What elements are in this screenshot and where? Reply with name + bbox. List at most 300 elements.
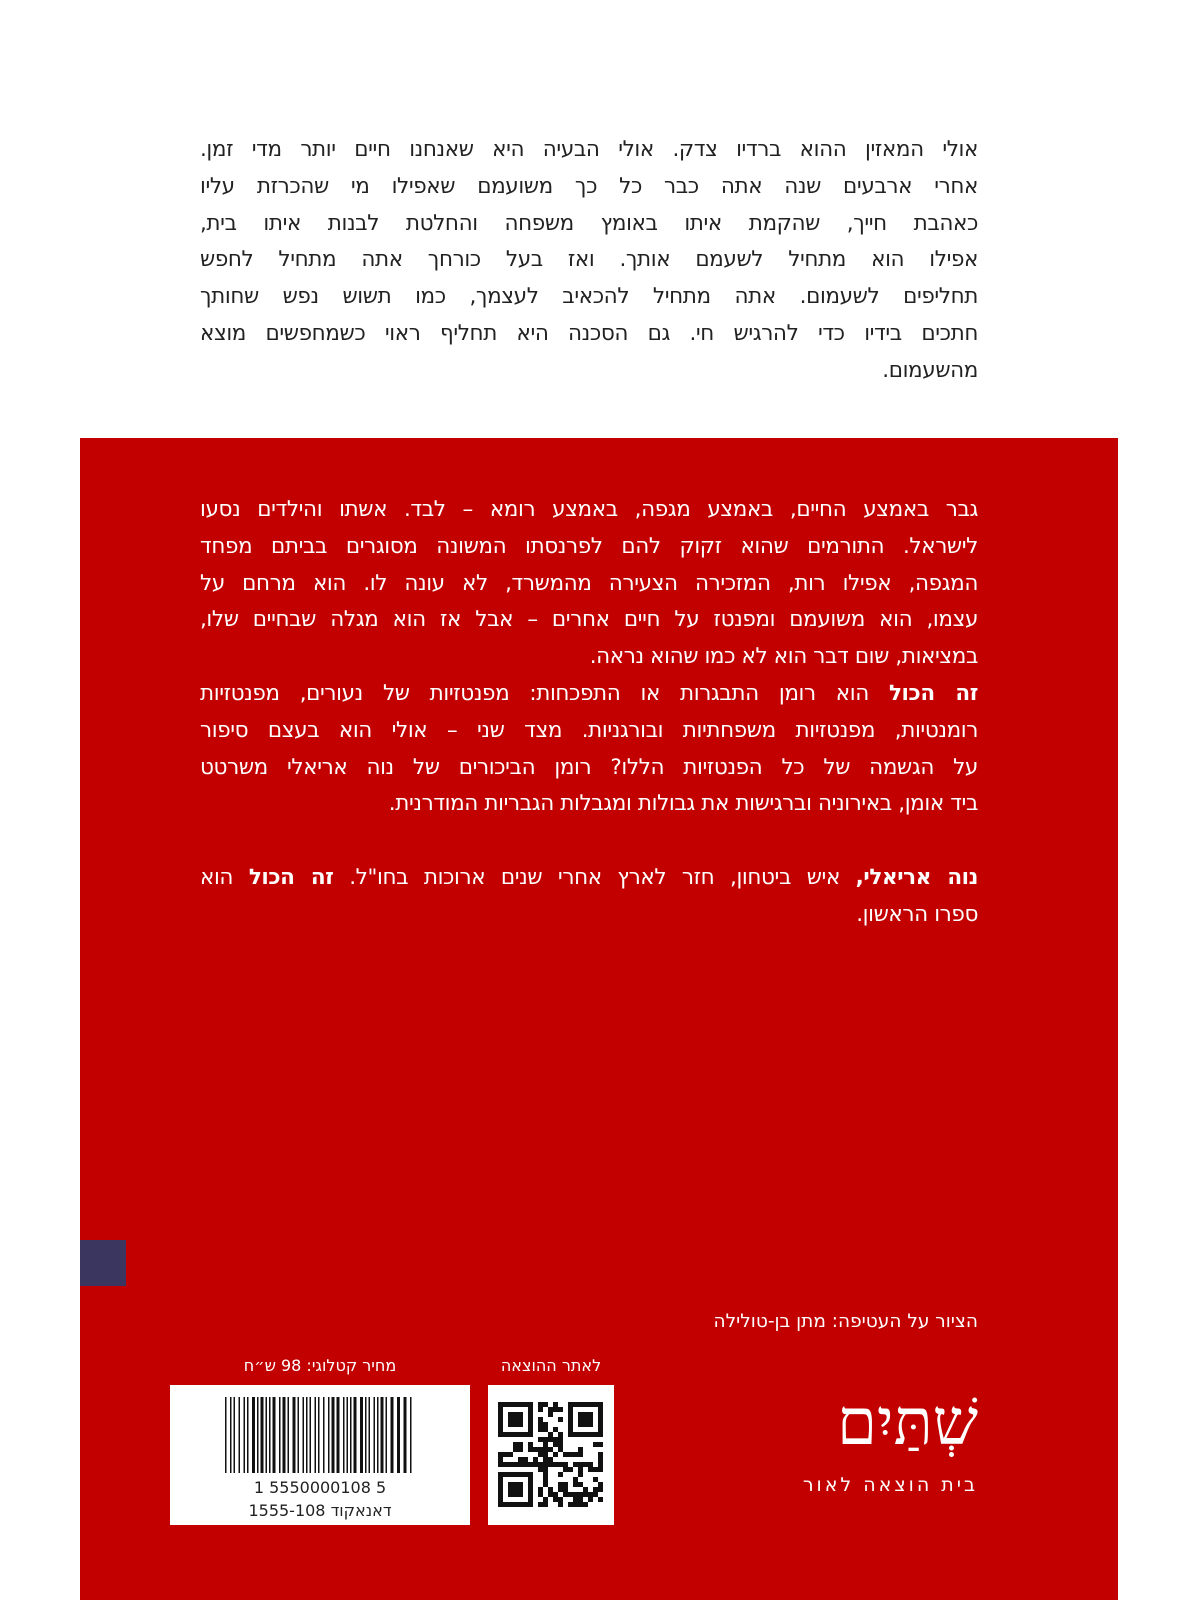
qr-module bbox=[593, 1442, 598, 1447]
qr-module bbox=[528, 1412, 533, 1417]
qr-module bbox=[598, 1417, 603, 1422]
qr-module bbox=[588, 1402, 593, 1407]
qr-module bbox=[508, 1492, 513, 1497]
qr-module bbox=[553, 1452, 558, 1457]
qr-module bbox=[513, 1482, 518, 1487]
qr-module bbox=[498, 1432, 503, 1437]
qr-module bbox=[548, 1432, 553, 1437]
qr-module bbox=[548, 1487, 553, 1492]
qr-module bbox=[543, 1422, 548, 1427]
barcode-bar bbox=[257, 1397, 259, 1473]
qr-module bbox=[558, 1482, 563, 1487]
qr-module bbox=[568, 1502, 573, 1507]
qr-module bbox=[583, 1402, 588, 1407]
barcode-bar bbox=[261, 1397, 264, 1473]
qr-module bbox=[588, 1417, 593, 1422]
qr-module bbox=[553, 1492, 558, 1497]
qr-module bbox=[568, 1467, 573, 1472]
qr-module bbox=[498, 1497, 503, 1502]
barcode-bar bbox=[354, 1397, 357, 1473]
text-line bbox=[200, 860, 978, 897]
qr-module bbox=[598, 1452, 603, 1457]
qr-module bbox=[578, 1452, 583, 1457]
qr-module bbox=[543, 1497, 548, 1502]
qr-module bbox=[543, 1457, 548, 1462]
qr-module bbox=[548, 1462, 553, 1467]
barcode-bar bbox=[283, 1397, 286, 1473]
qr-module bbox=[563, 1467, 568, 1472]
back-cover-intro-paragraph bbox=[200, 132, 978, 390]
barcode-bar bbox=[397, 1397, 400, 1473]
text-line: על הגשמה של כל הפנטזיות הללו? רומן הביכורים של נוה אריאלי משרטט bbox=[200, 754, 978, 780]
text-line: במציאות, שום דבר הוא לא כמו שהוא נראה. bbox=[589, 644, 978, 670]
barcode-bar bbox=[266, 1397, 268, 1473]
qr-module bbox=[573, 1462, 578, 1467]
qr-module bbox=[538, 1447, 543, 1452]
qr-module bbox=[508, 1487, 513, 1492]
text-line: ספרו הראשון. bbox=[856, 901, 978, 927]
barcode-label bbox=[170, 1385, 470, 1525]
qr-module bbox=[523, 1502, 528, 1507]
qr-module bbox=[528, 1482, 533, 1487]
blurb-paragraph-2 bbox=[200, 676, 978, 823]
qr-module bbox=[543, 1467, 548, 1472]
qr-module bbox=[598, 1462, 603, 1467]
text-line: אפילו הוא מתחיל לשעמם אותך. ואז בעל כורחך אתה מתחיל לחפש bbox=[200, 247, 978, 273]
qr-module bbox=[498, 1477, 503, 1482]
qr-module bbox=[523, 1462, 528, 1467]
qr-module bbox=[518, 1492, 523, 1497]
qr-module bbox=[548, 1447, 553, 1452]
qr-module bbox=[578, 1412, 583, 1417]
text-line: תחליפים לשעמום. אתה מתחיל להכאיב לעצמך, כמו תשוש נפש שחותך bbox=[200, 284, 978, 310]
qr-module bbox=[528, 1492, 533, 1497]
text-line: חתכים בידיו כדי להרגיש חי. גם הסכנה היא תחליף ראוי כשמחפשים מוצא bbox=[200, 320, 978, 346]
qr-module bbox=[498, 1417, 503, 1422]
qr-module bbox=[578, 1467, 583, 1472]
qr-module bbox=[593, 1467, 598, 1472]
qr-module bbox=[563, 1462, 568, 1467]
qr-module bbox=[553, 1402, 558, 1407]
qr-module bbox=[528, 1407, 533, 1412]
qr-module bbox=[568, 1422, 573, 1427]
qr-module bbox=[498, 1427, 503, 1432]
qr-module bbox=[558, 1447, 563, 1452]
barcode-bar bbox=[230, 1397, 232, 1473]
qr-module bbox=[563, 1452, 568, 1457]
qr-module bbox=[558, 1442, 563, 1447]
qr-module bbox=[593, 1402, 598, 1407]
qr-module bbox=[528, 1442, 533, 1447]
text-line: מהשעמום. bbox=[882, 357, 978, 383]
barcode-bar bbox=[332, 1397, 335, 1473]
qr-module bbox=[558, 1462, 563, 1467]
qr-module bbox=[558, 1487, 563, 1492]
qr-module bbox=[593, 1432, 598, 1437]
text-line: אולי המאזין ההוא ברדיו צדק. אולי הבעיה היא שאנחנו חיים יותר מדי זמן. bbox=[200, 137, 978, 162]
qr-module bbox=[558, 1497, 563, 1502]
qr-module bbox=[528, 1502, 533, 1507]
text-line: ביד אומן, באירוניה וברגישות את גבולות ומגבלות הגבריות המודרנית. bbox=[388, 791, 978, 817]
qr-module bbox=[503, 1432, 508, 1437]
barcode-bar bbox=[269, 1397, 271, 1473]
qr-module bbox=[568, 1417, 573, 1422]
qr-module bbox=[563, 1482, 568, 1487]
qr-module bbox=[573, 1432, 578, 1437]
qr-module bbox=[533, 1457, 538, 1462]
qr-module bbox=[528, 1402, 533, 1407]
qr-module bbox=[538, 1467, 543, 1472]
qr-module bbox=[543, 1502, 548, 1507]
qr-module bbox=[503, 1472, 508, 1477]
qr-module bbox=[543, 1447, 548, 1452]
qr-module bbox=[543, 1452, 548, 1457]
qr-module bbox=[573, 1497, 578, 1502]
qr-module bbox=[568, 1412, 573, 1417]
qr-module bbox=[498, 1402, 503, 1407]
qr-module bbox=[518, 1482, 523, 1487]
book-title-bold: זה הכול bbox=[248, 865, 334, 890]
qr-module bbox=[573, 1502, 578, 1507]
qr-module bbox=[528, 1487, 533, 1492]
qr-module bbox=[528, 1477, 533, 1482]
qr-module bbox=[508, 1422, 513, 1427]
qr-module bbox=[513, 1442, 518, 1447]
qr-module bbox=[513, 1432, 518, 1437]
qr-module bbox=[543, 1482, 548, 1487]
qr-module bbox=[598, 1442, 603, 1447]
qr-module bbox=[528, 1497, 533, 1502]
qr-module bbox=[548, 1437, 553, 1442]
qr-module bbox=[583, 1417, 588, 1422]
qr-module bbox=[578, 1432, 583, 1437]
qr-module bbox=[588, 1497, 593, 1502]
qr-module bbox=[598, 1402, 603, 1407]
qr-module bbox=[518, 1502, 523, 1507]
qr-module bbox=[543, 1477, 548, 1482]
barcode-bar bbox=[350, 1397, 352, 1473]
qr-module bbox=[498, 1407, 503, 1412]
cover-art-credit: הציור על העטיפה: מתן בן-טולילה bbox=[713, 1311, 978, 1332]
book-title-bold: זה הכול bbox=[888, 681, 978, 706]
qr-module bbox=[598, 1497, 603, 1502]
qr-module bbox=[553, 1442, 558, 1447]
qr-module bbox=[583, 1432, 588, 1437]
qr-module bbox=[508, 1482, 513, 1487]
publisher-logo: שְׁתַּיִם bbox=[836, 1386, 978, 1460]
barcode-bar bbox=[360, 1397, 363, 1473]
qr-module bbox=[523, 1432, 528, 1437]
barcode-bar bbox=[337, 1397, 340, 1473]
qr-module bbox=[558, 1417, 563, 1422]
blurb-paragraph-1 bbox=[200, 492, 978, 676]
qr-module bbox=[528, 1472, 533, 1477]
qr-module bbox=[588, 1462, 593, 1467]
qr-module bbox=[598, 1427, 603, 1432]
qr-module bbox=[498, 1412, 503, 1417]
qr-module bbox=[528, 1417, 533, 1422]
qr-label: לאתר ההוצאה bbox=[500, 1356, 602, 1375]
qr-module bbox=[513, 1472, 518, 1477]
barcode-bar bbox=[315, 1397, 317, 1473]
barcode-bar bbox=[279, 1397, 281, 1473]
qr-module bbox=[498, 1462, 503, 1467]
qr-module bbox=[543, 1442, 548, 1447]
barcode-bar bbox=[374, 1397, 376, 1473]
barcode-bar bbox=[318, 1397, 320, 1473]
qr-module bbox=[498, 1422, 503, 1427]
qr-module bbox=[498, 1452, 503, 1457]
qr-module bbox=[573, 1482, 578, 1487]
qr-module bbox=[503, 1402, 508, 1407]
qr-module bbox=[548, 1412, 553, 1417]
barcode-bar bbox=[386, 1397, 388, 1473]
qr-module bbox=[538, 1502, 543, 1507]
barcode-bar bbox=[288, 1397, 290, 1473]
qr-module bbox=[598, 1482, 603, 1487]
qr-module bbox=[548, 1407, 553, 1412]
qr-module bbox=[513, 1502, 518, 1507]
qr-module bbox=[558, 1437, 563, 1442]
qr-module bbox=[518, 1457, 523, 1462]
text-segment: הוא bbox=[200, 865, 249, 890]
text-segment: איש ביטחון, חזר לארץ אחרי שנים ארוכות בחו"ל. bbox=[333, 865, 856, 890]
qr-module bbox=[583, 1412, 588, 1417]
barcode-bar bbox=[273, 1397, 276, 1473]
qr-module bbox=[498, 1482, 503, 1487]
qr-module bbox=[538, 1452, 543, 1457]
qr-module bbox=[498, 1492, 503, 1497]
price-label: מחיר קטלוגי: 98 ש״ח bbox=[243, 1356, 397, 1375]
qr-module bbox=[558, 1472, 563, 1477]
qr-module bbox=[583, 1487, 588, 1492]
qr-module bbox=[513, 1422, 518, 1427]
qr-module bbox=[583, 1492, 588, 1497]
qr-module bbox=[513, 1417, 518, 1422]
qr-module bbox=[538, 1407, 543, 1412]
qr-module bbox=[538, 1417, 543, 1422]
qr-module bbox=[513, 1462, 518, 1467]
barcode-bar bbox=[293, 1397, 296, 1473]
qr-module bbox=[508, 1472, 513, 1477]
qr-module bbox=[583, 1422, 588, 1427]
qr-module bbox=[598, 1467, 603, 1472]
qr-module bbox=[553, 1427, 558, 1432]
qr-module bbox=[518, 1447, 523, 1452]
barcode-bar bbox=[252, 1397, 255, 1473]
qr-module bbox=[543, 1462, 548, 1467]
qr-module bbox=[498, 1472, 503, 1477]
qr-module bbox=[578, 1447, 583, 1452]
qr-module bbox=[498, 1487, 503, 1492]
qr-module bbox=[498, 1457, 503, 1462]
qr-module bbox=[538, 1462, 543, 1467]
barcode-bar bbox=[377, 1397, 379, 1473]
qr-module bbox=[528, 1427, 533, 1432]
author-bio bbox=[200, 860, 978, 934]
navy-accent-square bbox=[80, 1240, 126, 1286]
qr-module bbox=[578, 1492, 583, 1497]
barcode-bar bbox=[343, 1397, 345, 1473]
qr-module bbox=[598, 1457, 603, 1462]
barcode-bar bbox=[234, 1397, 236, 1473]
barcode-bar bbox=[369, 1397, 371, 1473]
barcode-bar bbox=[391, 1397, 394, 1473]
qr-module bbox=[583, 1462, 588, 1467]
text-line bbox=[200, 676, 978, 713]
qr-module bbox=[583, 1502, 588, 1507]
qr-module bbox=[563, 1492, 568, 1497]
qr-module bbox=[598, 1407, 603, 1412]
qr-module bbox=[538, 1487, 543, 1492]
qr-module bbox=[573, 1477, 578, 1482]
barcode-code: דאנאקוד 1555-108 bbox=[248, 1501, 392, 1520]
qr-module bbox=[513, 1487, 518, 1492]
qr-module bbox=[543, 1427, 548, 1432]
qr-module bbox=[523, 1402, 528, 1407]
qr-module bbox=[538, 1427, 543, 1432]
qr-module bbox=[578, 1502, 583, 1507]
barcode-bar bbox=[404, 1397, 407, 1473]
qr-module bbox=[518, 1432, 523, 1437]
qr-module bbox=[568, 1407, 573, 1412]
qr-module bbox=[553, 1497, 558, 1502]
qr-module bbox=[508, 1502, 513, 1507]
qr-module bbox=[523, 1472, 528, 1477]
qr-module bbox=[553, 1462, 558, 1467]
qr-module bbox=[513, 1447, 518, 1452]
qr-module bbox=[508, 1452, 513, 1457]
text-line: אחרי ארבעים שנה אתה כבר כל כך משועמם שאפילו מי שהכרזת עליו bbox=[200, 173, 978, 199]
barcode-bar bbox=[328, 1397, 330, 1473]
qr-module bbox=[513, 1492, 518, 1497]
barcode-bar bbox=[347, 1397, 349, 1473]
barcode-bar bbox=[306, 1397, 308, 1473]
qr-module bbox=[578, 1472, 583, 1477]
qr-module bbox=[503, 1462, 508, 1467]
barcode-bar bbox=[247, 1397, 249, 1473]
qr-module bbox=[518, 1402, 523, 1407]
barcode-bar bbox=[310, 1397, 312, 1473]
qr-module bbox=[518, 1472, 523, 1477]
barcode-bar bbox=[239, 1397, 241, 1473]
qr-module bbox=[548, 1492, 553, 1497]
text-line: לישראל. התורמים שהוא זקוק להם לפרנסתו המשונה מסוגרים בביתם מפחד bbox=[200, 533, 978, 559]
text-segment: הוא רומן התבגרות או התפכחות: מפנטזיות של נעורים, מפנטזיות bbox=[200, 681, 889, 706]
qr-module bbox=[568, 1492, 573, 1497]
qr-module bbox=[528, 1432, 533, 1437]
barcode-bar bbox=[365, 1397, 367, 1473]
barcode-icon bbox=[225, 1397, 415, 1477]
qr-module bbox=[513, 1412, 518, 1417]
qr-module bbox=[553, 1437, 558, 1442]
qr-module bbox=[588, 1467, 593, 1472]
qr-module bbox=[533, 1447, 538, 1452]
qr-module bbox=[598, 1412, 603, 1417]
qr-module bbox=[558, 1407, 563, 1412]
text-line: עצמו, הוא משועמם ומפנטז על חיים אחרים – אבל אז הוא מגלה שבחיים שלו, bbox=[200, 607, 978, 633]
barcode-bar bbox=[381, 1397, 384, 1473]
qr-module bbox=[523, 1457, 528, 1462]
qr-module bbox=[593, 1492, 598, 1497]
barcode-bar bbox=[225, 1397, 227, 1473]
qr-module bbox=[503, 1502, 508, 1507]
text-line: כאהבת חייך, שהקמת איתו באומץ משפחה והחלטת לבנות איתו בית, bbox=[200, 210, 978, 236]
qr-module bbox=[588, 1492, 593, 1497]
publisher-subtitle: בית הוצאה לאור bbox=[802, 1474, 978, 1496]
qr-module bbox=[508, 1412, 513, 1417]
barcode-bar bbox=[303, 1397, 305, 1473]
qr-module bbox=[508, 1417, 513, 1422]
qr-code[interactable] bbox=[488, 1385, 614, 1525]
text-line: גבר באמצע החיים, באמצע מגפה, באמצע רומא – לבד. אשתו והילדים נסעו bbox=[200, 497, 978, 522]
qr-module bbox=[573, 1492, 578, 1497]
qr-module bbox=[578, 1422, 583, 1427]
qr-module bbox=[588, 1432, 593, 1437]
qr-module bbox=[518, 1417, 523, 1422]
qr-module bbox=[578, 1402, 583, 1407]
qr-module bbox=[563, 1487, 568, 1492]
qr-module bbox=[543, 1437, 548, 1442]
qr-module bbox=[518, 1462, 523, 1467]
qr-module bbox=[598, 1487, 603, 1492]
qr-module bbox=[568, 1452, 573, 1457]
qr-module bbox=[568, 1427, 573, 1432]
qr-module bbox=[593, 1487, 598, 1492]
qr-module bbox=[508, 1432, 513, 1437]
qr-module bbox=[568, 1402, 573, 1407]
qr-module bbox=[538, 1422, 543, 1427]
qr-module bbox=[588, 1422, 593, 1427]
qr-module bbox=[518, 1487, 523, 1492]
qr-module bbox=[548, 1457, 553, 1462]
qr-module bbox=[543, 1402, 548, 1407]
qr-module bbox=[528, 1422, 533, 1427]
qr-module bbox=[503, 1452, 508, 1457]
qr-module bbox=[508, 1462, 513, 1467]
qr-module bbox=[518, 1422, 523, 1427]
text-line: רומנטיות, מפנטזיות משפחתיות ובורגניות. מצד שני – אולי הוא בעצם סיפור bbox=[200, 717, 978, 743]
qr-module bbox=[568, 1432, 573, 1437]
barcode-bar bbox=[298, 1397, 300, 1473]
qr-module bbox=[533, 1462, 538, 1467]
barcode-bar bbox=[323, 1397, 325, 1473]
qr-module bbox=[578, 1482, 583, 1487]
qr-module bbox=[538, 1437, 543, 1442]
qr-module bbox=[538, 1402, 543, 1407]
qr-module bbox=[558, 1432, 563, 1437]
qr-module bbox=[598, 1422, 603, 1427]
barcode-bar bbox=[410, 1397, 412, 1473]
qr-module bbox=[508, 1402, 513, 1407]
qr-module bbox=[498, 1502, 503, 1507]
qr-module bbox=[598, 1432, 603, 1437]
qr-code-icon bbox=[488, 1385, 614, 1525]
qr-module bbox=[538, 1492, 543, 1497]
qr-module bbox=[528, 1462, 533, 1467]
qr-module bbox=[593, 1477, 598, 1482]
qr-module bbox=[553, 1407, 558, 1412]
qr-module bbox=[543, 1472, 548, 1477]
qr-module bbox=[588, 1412, 593, 1417]
qr-module bbox=[518, 1412, 523, 1417]
barcode-bar bbox=[244, 1397, 246, 1473]
qr-module bbox=[558, 1502, 563, 1507]
text-line: המגפה, אפילו רות, המזכירה הצעירה מהמשרד, לא עונה לו. הוא מרחם על bbox=[200, 570, 978, 596]
qr-module bbox=[528, 1447, 533, 1452]
qr-module bbox=[578, 1462, 583, 1467]
qr-module bbox=[573, 1452, 578, 1457]
